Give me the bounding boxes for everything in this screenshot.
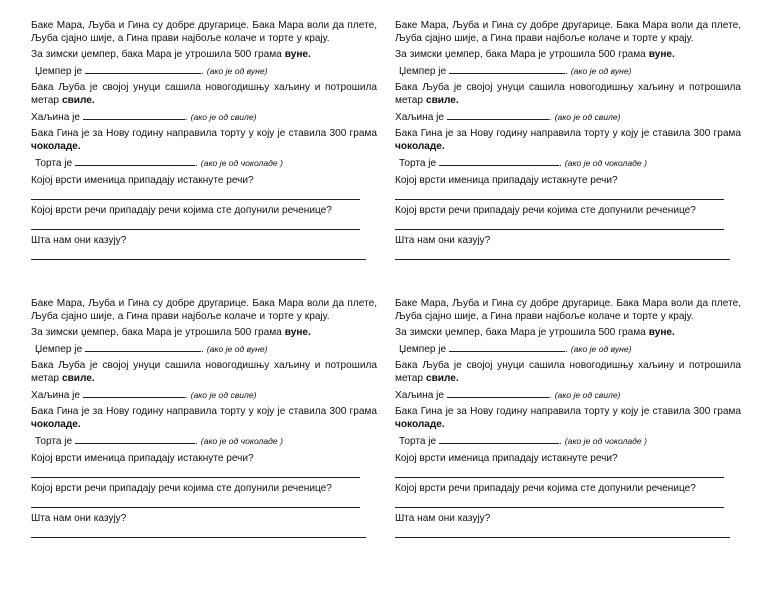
silk-sentence <box>395 81 741 107</box>
cake-blank[interactable] <box>75 434 195 444</box>
chocolate-sentence <box>31 405 377 431</box>
chocolate-sentence-text: Бака Гина је за Нову годину направила торту у коју је ставила 300 грама <box>31 406 377 417</box>
answer-line-1[interactable] <box>31 187 360 200</box>
answer-line-2[interactable] <box>395 217 724 230</box>
cake-end: . <box>558 158 562 169</box>
cake-hint: (ако је од чоколаде ) <box>564 436 647 446</box>
wool-highlighted-word: вуне. <box>284 327 311 338</box>
chocolate-highlighted-word: чоколаде. <box>395 141 445 152</box>
sweater-blank[interactable] <box>449 64 565 74</box>
wool-sentence <box>395 48 741 61</box>
answer-line-1[interactable] <box>395 465 724 478</box>
sweater-end: . <box>564 66 568 77</box>
question-meaning: Шта нам они казују? <box>395 513 491 524</box>
dress-blank[interactable] <box>447 110 549 120</box>
wool-sentence <box>31 48 377 61</box>
sweater-blank[interactable] <box>85 342 201 352</box>
question-meaning: Шта нам они казују? <box>31 513 127 524</box>
wool-sentence-text: За зимски џемпер, бака Мара је утрошила 500 грама <box>395 327 649 338</box>
worksheet-bottom-right <box>395 297 741 541</box>
dress-fill-row <box>395 388 741 402</box>
sweater-fill-row <box>31 64 377 78</box>
dress-hint: (ако је од свиле) <box>190 390 257 400</box>
dress-end: . <box>548 112 552 123</box>
cake-prompt: Торта је <box>399 436 439 447</box>
question-meaning: Шта нам они казују? <box>31 235 127 246</box>
wool-sentence-text: За зимски џемпер, бака Мара је утрошила 500 грама <box>31 49 285 60</box>
silk-sentence <box>395 359 741 385</box>
dress-prompt: Хаљина је <box>395 112 447 123</box>
question-noun-type: Којој врсти именица припадају истакнуте речи? <box>395 453 618 464</box>
cake-fill-row <box>31 434 377 448</box>
dress-end: . <box>184 112 188 123</box>
wool-sentence-text: За зимски џемпер, бака Мара је утрошила 500 грама <box>395 49 649 60</box>
silk-sentence <box>31 81 377 107</box>
dress-blank[interactable] <box>447 388 549 398</box>
worksheet-top-left <box>31 19 377 263</box>
story-paragraph: Баке Мара, Љуба и Гина су добре другарице. Бака Мара воли да плете, Љуба сјајно шије, а Гина прави најбоље колаче и торте у крају. <box>31 298 377 322</box>
dress-hint: (ако је од свиле) <box>554 390 621 400</box>
wool-highlighted-word: вуне. <box>648 327 675 338</box>
sweater-blank[interactable] <box>449 342 565 352</box>
cake-prompt: Торта је <box>399 158 439 169</box>
dress-end: . <box>184 390 188 401</box>
sweater-end: . <box>564 344 568 355</box>
chocolate-sentence-text: Бака Гина је за Нову годину направила торту у коју је ставила 300 грама <box>395 406 741 417</box>
answer-line-3[interactable] <box>31 247 366 260</box>
worksheet-top-right <box>395 19 741 263</box>
dress-fill-row <box>395 110 741 124</box>
silk-sentence-text: Бака Љуба је својој унуци сашила новогодишњу хаљину и потрошила метар <box>395 82 741 106</box>
silk-highlighted-word: свиле. <box>425 373 459 384</box>
cake-prompt: Торта је <box>35 158 75 169</box>
chocolate-highlighted-word: чоколаде. <box>31 419 81 430</box>
sweater-end: . <box>200 66 204 77</box>
answer-line-3[interactable] <box>31 525 366 538</box>
sweater-hint: (ако је од вуне) <box>570 344 632 354</box>
wool-highlighted-word: вуне. <box>284 49 311 60</box>
answer-line-2[interactable] <box>395 495 724 508</box>
cake-blank[interactable] <box>439 434 559 444</box>
question-word-type: Којој врсти речи припадају речи којима сте допунили реченице? <box>395 205 696 216</box>
sweater-fill-row <box>395 64 741 78</box>
cake-prompt: Торта је <box>35 436 75 447</box>
dress-fill-row <box>31 388 377 402</box>
dress-hint: (ако је од свиле) <box>190 112 257 122</box>
silk-highlighted-word: свиле. <box>61 95 95 106</box>
question-noun-type: Којој врсти именица припадају истакнуте речи? <box>31 453 254 464</box>
dress-blank[interactable] <box>83 388 185 398</box>
silk-sentence-text: Бака Љуба је својој унуци сашила новогодишњу хаљину и потрошила метар <box>31 82 377 106</box>
cake-hint: (ако је од чоколаде ) <box>564 158 647 168</box>
silk-sentence-text: Бака Љуба је својој унуци сашила новогодишњу хаљину и потрошила метар <box>395 360 741 384</box>
question-word-type: Којој врсти речи припадају речи којима сте допунили реченице? <box>31 483 332 494</box>
chocolate-sentence-text: Бака Гина је за Нову годину направила торту у коју је ставила 300 грама <box>395 128 741 139</box>
sweater-prompt: Џемпер је <box>35 66 85 77</box>
wool-sentence-text: За зимски џемпер, бака Мара је утрошила 500 грама <box>31 327 285 338</box>
chocolate-sentence <box>31 127 377 153</box>
sweater-prompt: Џемпер је <box>399 344 449 355</box>
wool-highlighted-word: вуне. <box>648 49 675 60</box>
worksheet-bottom-left <box>31 297 377 541</box>
answer-line-1[interactable] <box>31 465 360 478</box>
cake-blank[interactable] <box>75 156 195 166</box>
sweater-fill-row <box>31 342 377 356</box>
answer-line-1[interactable] <box>395 187 724 200</box>
cake-fill-row <box>395 156 741 170</box>
answer-line-3[interactable] <box>395 525 730 538</box>
silk-highlighted-word: свиле. <box>425 95 459 106</box>
sweater-hint: (ако је од вуне) <box>570 66 632 76</box>
silk-sentence-text: Бака Љуба је својој унуци сашила новогодишњу хаљину и потрошила метар <box>31 360 377 384</box>
sweater-hint: (ако је од вуне) <box>206 344 268 354</box>
cake-fill-row <box>31 156 377 170</box>
cake-hint: (ако је од чоколаде ) <box>200 158 283 168</box>
dress-end: . <box>548 390 552 401</box>
question-meaning: Шта нам они казују? <box>395 235 491 246</box>
question-noun-type: Којој врсти именица припадају истакнуте речи? <box>31 175 254 186</box>
cake-end: . <box>558 436 562 447</box>
dress-blank[interactable] <box>83 110 185 120</box>
chocolate-highlighted-word: чоколаде. <box>395 419 445 430</box>
cake-hint: (ако је од чоколаде ) <box>200 436 283 446</box>
dress-prompt: Хаљина је <box>395 390 447 401</box>
silk-highlighted-word: свиле. <box>61 373 95 384</box>
chocolate-sentence <box>395 127 741 153</box>
story-paragraph: Баке Мара, Љуба и Гина су добре другарице. Бака Мара воли да плете, Љуба сјајно шије, а Гина прави најбоље колаче и торте у крају. <box>395 298 741 322</box>
sweater-hint: (ако је од вуне) <box>206 66 268 76</box>
story-paragraph: Баке Мара, Љуба и Гина су добре другарице. Бака Мара воли да плете, Љуба сјајно шије, а Гина прави најбоље колаче и торте у крају. <box>395 20 741 44</box>
story-paragraph: Баке Мара, Љуба и Гина су добре другарице. Бака Мара воли да плете, Љуба сјајно шије, а Гина прави најбоље колаче и торте у крају. <box>31 20 377 44</box>
answer-line-2[interactable] <box>31 217 360 230</box>
question-noun-type: Којој врсти именица припадају истакнуте речи? <box>395 175 618 186</box>
question-word-type: Којој врсти речи припадају речи којима сте допунили реченице? <box>31 205 332 216</box>
sweater-prompt: Џемпер је <box>399 66 449 77</box>
dress-fill-row <box>31 110 377 124</box>
dress-hint: (ако је од свиле) <box>554 112 621 122</box>
cake-end: . <box>194 436 198 447</box>
chocolate-highlighted-word: чоколаде. <box>31 141 81 152</box>
dress-prompt: Хаљина је <box>31 390 83 401</box>
chocolate-sentence-text: Бака Гина је за Нову годину направила торту у коју је ставила 300 грама <box>31 128 377 139</box>
cake-fill-row <box>395 434 741 448</box>
sweater-end: . <box>200 344 204 355</box>
sweater-fill-row <box>395 342 741 356</box>
cake-blank[interactable] <box>439 156 559 166</box>
sweater-blank[interactable] <box>85 64 201 74</box>
cake-end: . <box>194 158 198 169</box>
dress-prompt: Хаљина је <box>31 112 83 123</box>
answer-line-3[interactable] <box>395 247 730 260</box>
question-word-type: Којој врсти речи припадају речи којима сте допунили реченице? <box>395 483 696 494</box>
sweater-prompt: Џемпер је <box>35 344 85 355</box>
wool-sentence <box>31 326 377 339</box>
chocolate-sentence <box>395 405 741 431</box>
answer-line-2[interactable] <box>31 495 360 508</box>
wool-sentence <box>395 326 741 339</box>
silk-sentence <box>31 359 377 385</box>
